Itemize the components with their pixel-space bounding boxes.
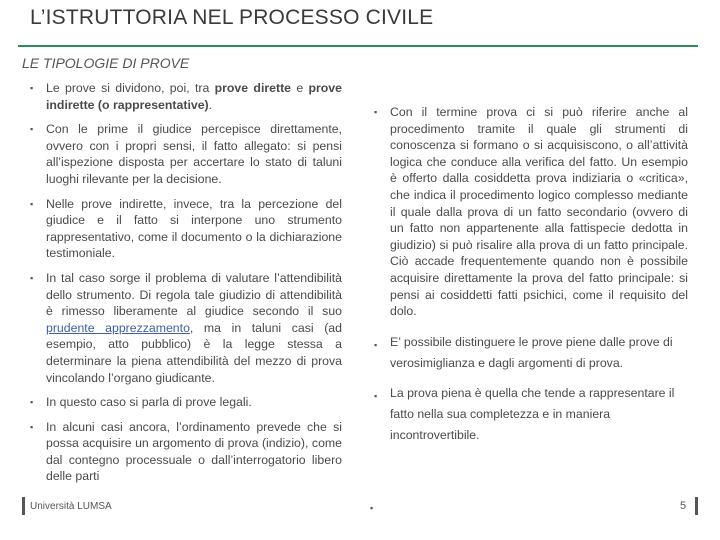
slide-title: L’ISTRUTTORIA NEL PROCESSO CIVILE <box>30 6 434 29</box>
bullet-text: . <box>208 97 213 112</box>
bullet-text: Nelle prove indirette, invece, tra la percezione del giudice e il fatto si interpone uno strumento rappresentativo, come il documento o la dichiarazione testimoniale. <box>46 196 342 261</box>
bullet-item <box>30 196 342 262</box>
left-column <box>30 80 342 493</box>
prudente-apprezzamento-link[interactable]: prudente apprezzamento <box>46 320 190 335</box>
bullet-text: , ma in taluni casi (ad esempio, atto pubblico) è la legge stessa a determinare la piena attendibilità del mezzo di prova vincolando l’organo giudicante. <box>46 320 342 385</box>
bullet-icon: ▪ <box>30 397 34 408</box>
bold-term: prove dirette <box>214 81 292 95</box>
bullet-item <box>374 332 688 374</box>
bullet-icon: ▪ <box>30 83 34 93</box>
bullet-icon: ▪ <box>374 339 378 350</box>
bold-term: prove indirette (o rappresentative) <box>46 81 342 112</box>
bullet-text: e <box>291 81 309 95</box>
bullet-icon: ▪ <box>374 390 378 401</box>
bullet-text: Le prove si dividono, poi, tra <box>46 81 215 95</box>
bullet-item <box>374 104 688 320</box>
slide-subtitle: LE TIPOLOGIE DI PROVE <box>22 55 190 71</box>
bullet-text: In questo caso si parla di prove legali. <box>46 395 252 410</box>
bullet-item <box>30 419 342 485</box>
bullet-item <box>374 383 688 446</box>
bullet-text: E’ possibile distinguere le prove piene dalle prove di verosimiglianza e dagli argomenti di prova. <box>390 334 673 370</box>
right-column <box>374 104 688 455</box>
bullet-icon: ▪ <box>30 198 34 209</box>
bullet-item <box>30 80 342 113</box>
bullet-icon: ▪ <box>30 421 34 432</box>
bullet-item <box>30 394 342 411</box>
title-divider <box>18 45 698 47</box>
footer-left-bar <box>22 497 25 515</box>
footer-bullet-icon: ▪ <box>370 503 374 513</box>
footer-institution: Università LUMSA <box>30 501 112 512</box>
bullet-icon: ▪ <box>30 272 34 283</box>
bullet-item <box>30 270 342 386</box>
bullet-text: In tal caso sorge il problema di valutare l’attendibilità dello strumento. Di regola tale giudizio di attendibilità è rimesso liberamente al giudice secondo il suo <box>46 270 342 319</box>
bullet-icon: ▪ <box>374 107 378 117</box>
bullet-icon: ▪ <box>30 124 34 135</box>
footer-right-bar <box>695 497 698 515</box>
bullet-text: Con il termine prova ci si può riferire anche al procedimento tramite il quale gli strumenti di conoscenza si formano o si acquisiscono, o all’attività logica che conduce alla verifica del fatto. Un esempio è offerto dalla cosiddetta prova indiziaria o «critica», che indica il procedimento logico complesso mediante il quale dalla prova di un fatto secondario (ovvero di un fatto non appartenente alla fattispecie dedotta in giudizio) si può risalire alla prova di un fatto principale. Ciò accade frequentemente quando non è possibile acquisire direttamente la prova del fatto principale: si pensi ai cosiddetti fatti psichici, come il requisito del dolo. <box>390 105 688 319</box>
bullet-item <box>30 121 342 187</box>
bullet-text: In alcuni casi ancora, l’ordinamento prevede che si possa acquisire un argomento di prova (indizio), come dal contegno processuale o dall’interrogatorio libero delle parti <box>46 419 342 484</box>
bullet-text: Con le prime il giudice percepisce direttamente, ovvero con i propri sensi, il fatto allegato: si pensi all’ispezione disposta per accertare lo stato di taluni luoghi rilevante per la decisione. <box>46 122 342 186</box>
page-number: 5 <box>680 500 687 512</box>
bullet-text: La prova piena è quella che tende a rappresentare il fatto nella sua completezza e in maniera incontrovertibile. <box>390 385 675 442</box>
